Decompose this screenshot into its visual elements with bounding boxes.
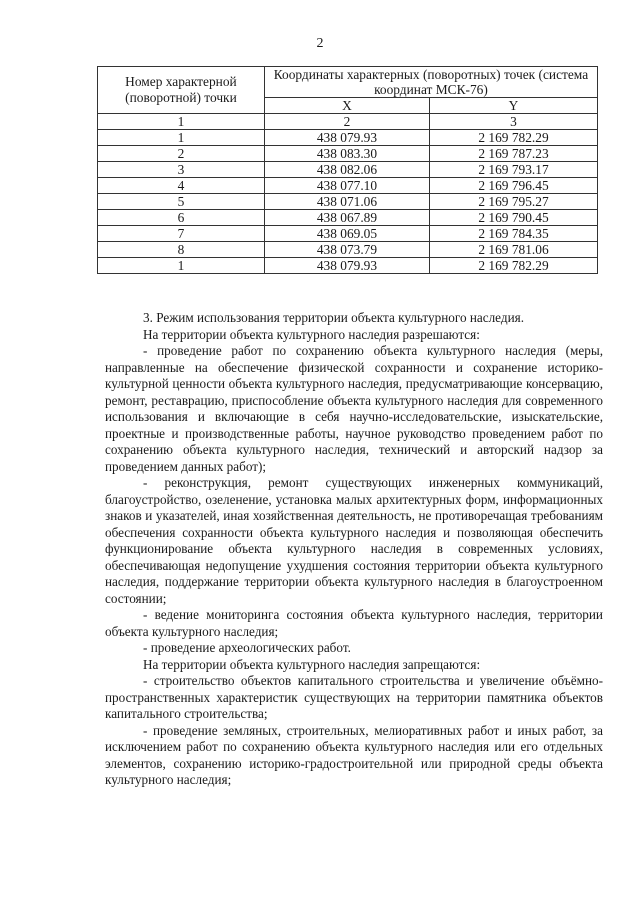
point-number: 2: [98, 146, 265, 162]
body-text: [105, 310, 603, 789]
paragraph-allowed-item: - ведение мониторинга состояния объекта культурного наследия, территории объекта культурного наследия;: [105, 607, 603, 639]
paragraph-prohibited-intro: На территории объекта культурного наследия запрещаются:: [143, 656, 481, 672]
coord-x: 438 077.10: [264, 178, 429, 194]
point-number: 5: [98, 194, 265, 210]
coordinates-table: [97, 66, 598, 274]
coord-y: 2 169 787.23: [430, 146, 598, 162]
point-number: 8: [98, 242, 265, 258]
index-col-2: 2: [264, 114, 429, 130]
paragraph-allowed-item: - проведение работ по сохранению объекта культурного наследия (меры, направленные на обеспечение физической сохранности и сохранение историко-культурной ценности объекта культурного наследия, предусматривающие консервацию, ремонт, реставрацию, приспособление объекта культурного наследия для современного использования и включающие в себя научно-исследовательские, изыскательские, проектные и производственные работы, научное руководство проведением работ по сохранению объекта культурного наследия, технический и авторский надзор за проведением данных работ);: [105, 343, 603, 474]
coord-x: 438 067.89: [264, 210, 429, 226]
header-x: X: [264, 98, 429, 114]
index-col-3: 3: [430, 114, 598, 130]
coord-x: 438 083.30: [264, 146, 429, 162]
point-number: 6: [98, 210, 265, 226]
coord-y: 2 169 781.06: [430, 242, 598, 258]
coord-x: 438 079.93: [264, 258, 429, 274]
table-row: [98, 258, 598, 274]
section-heading: 3. Режим использования территории объекта культурного наследия.: [143, 310, 524, 325]
coord-y: 2 169 795.27: [430, 194, 598, 210]
coord-y: 2 169 782.29: [430, 130, 598, 146]
table-row: [98, 146, 598, 162]
paragraph-allowed-item: - проведение археологических работ.: [143, 640, 351, 655]
coord-y: 2 169 793.17: [430, 162, 598, 178]
paragraph-allowed-intro: На территории объекта культурного наследия разрешаются:: [143, 326, 480, 342]
point-number: 3: [98, 162, 265, 178]
point-number: 1: [98, 130, 265, 146]
header-point-number: Номер характерной (поворотной) точки: [98, 67, 265, 114]
table-row: [98, 194, 598, 210]
coord-y: 2 169 782.29: [430, 258, 598, 274]
coord-y: 2 169 790.45: [430, 210, 598, 226]
coord-x: 438 073.79: [264, 242, 429, 258]
header-y: Y: [430, 98, 598, 114]
header-coordinates: Координаты характерных (поворотных) точек (система координат МСК-76): [264, 67, 597, 98]
table-row: [98, 226, 598, 242]
index-col-1: 1: [98, 114, 265, 130]
table-index-row: [98, 114, 598, 130]
table-row: [98, 242, 598, 258]
coord-x: 438 071.06: [264, 194, 429, 210]
coord-y: 2 169 796.45: [430, 178, 598, 194]
table-row: [98, 178, 598, 194]
table-row: [98, 162, 598, 178]
table-header-row: [98, 67, 598, 98]
paragraph-prohibited-item: - проведение земляных, строительных, мелиоративных работ и иных работ, за исключением работ по сохранению объекта культурного наследия или его отдельных элементов, сохранению историко-градостроительной или природной среды объекта культурного наследия;: [105, 722, 603, 787]
page-number: 2: [316, 36, 324, 51]
coord-y: 2 169 784.35: [430, 226, 598, 242]
point-number: 1: [98, 258, 265, 274]
paragraph-prohibited-item: - строительство объектов капитального строительства и увеличение объёмно-пространственных характеристик существующих на территории памятника объектов капитального строительства;: [105, 673, 603, 721]
table-row: [98, 130, 598, 146]
point-number: 7: [98, 226, 265, 242]
coord-x: 438 082.06: [264, 162, 429, 178]
paragraph-allowed-item: - реконструкция, ремонт существующих инженерных коммуникаций, благоустройство, озеленение, установка малых архитектурных форм, информационных знаков и указателей, иная хозяйственная деятельность, не противоречащая требованиям обеспечения сохранности объекта культурного наследия и позволяющая обеспечить функционирование объекта культурного наследия в современных условиях, обеспечивающая недопущение ухудшения состояния территории объекта культурного наследия, поддержание территории объекта культурного наследия в благоустроенном состоянии;: [105, 475, 603, 606]
point-number: 4: [98, 178, 265, 194]
table-row: [98, 210, 598, 226]
coord-x: 438 079.93: [264, 130, 429, 146]
coord-x: 438 069.05: [264, 226, 429, 242]
